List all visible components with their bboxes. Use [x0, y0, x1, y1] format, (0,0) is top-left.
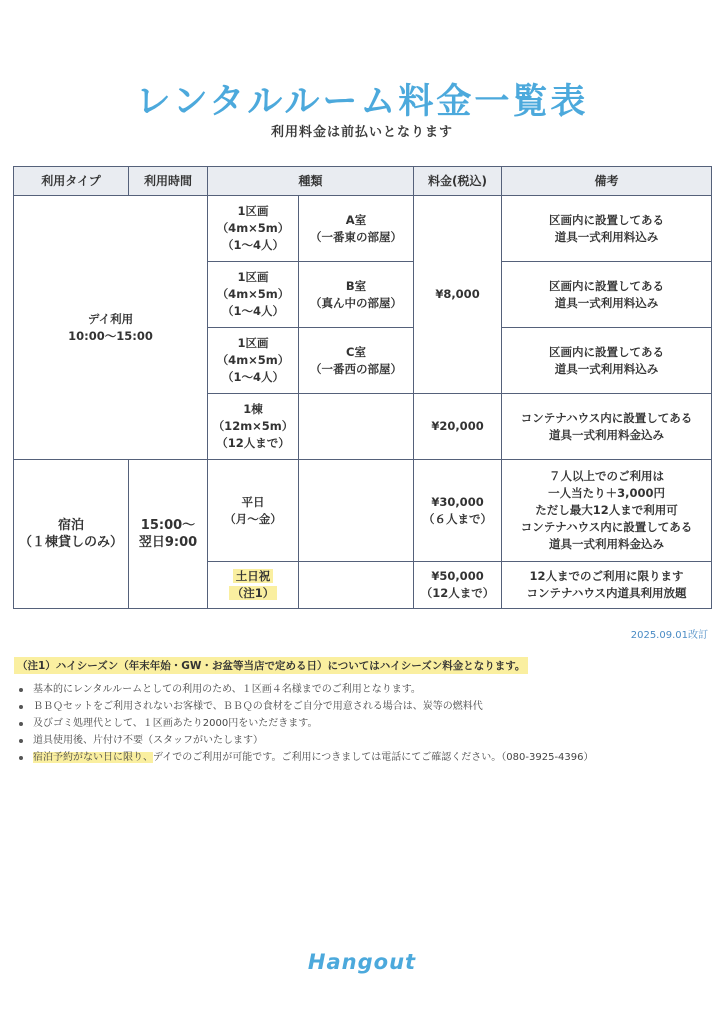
size-capacity: （1〜4人） [221, 304, 284, 318]
weekday-days: （月〜金） [224, 511, 282, 526]
note-line: ただし最大12人まで利用可 [535, 503, 678, 517]
stay-type-cell [14, 460, 129, 609]
holiday-cell [208, 562, 299, 609]
header-notes: 備考 [502, 167, 712, 196]
note-line: 一人当たり＋3,000円 [548, 486, 665, 500]
weekday-capacity: （６人まで） [423, 511, 493, 526]
size-label: 1区画 [237, 270, 269, 284]
note-cell [502, 262, 712, 328]
day-type-cell [14, 196, 208, 460]
day-type: デイ利用 [87, 311, 134, 326]
size-dims: （12m×5m） [212, 419, 294, 433]
stay-type-detail: （１棟貸しのみ） [18, 535, 123, 550]
room-name: A室 [345, 212, 367, 227]
note-line: 道具一式利用料込み [554, 295, 659, 310]
note-line: 道具一式利用料込み [554, 229, 659, 244]
stay-type: 宿泊 [57, 518, 84, 533]
weekday-cell [208, 460, 299, 562]
stay-hours-cell [129, 460, 208, 609]
size-dims: （4m×5m） [216, 221, 290, 235]
header-kind: 種類 [208, 167, 414, 196]
header-price: 料金(税込) [414, 167, 502, 196]
note-cell [502, 562, 712, 609]
notes-list [16, 681, 716, 766]
list-item: ＢＢＱセットをご利用されないお客様で、ＢＢＱの食材をご自分で用意される場合は、炭等の燃料代 [16, 698, 716, 715]
building-price-cell: ¥20,000 [414, 394, 502, 460]
stay-condition-highlight: 宿泊予約がない日に限り、 [33, 752, 153, 763]
size-cell [208, 394, 299, 460]
holiday-label: 土日祝 [233, 569, 274, 583]
table-row [14, 196, 712, 262]
page-subtitle: 利用料金は前払いとなります [270, 125, 453, 140]
note-line: 12人までのご利用に限ります [529, 569, 684, 583]
note-line: コンテナハウス内道具利用放題 [526, 586, 687, 600]
header-hours: 利用時間 [129, 167, 208, 196]
stay-condition-text: デイでのご利用が可能です。ご利用につきましては電話にてご確認ください。（080-3925-4396） [153, 752, 594, 763]
holiday-price-cell [414, 562, 502, 609]
hangout-logo: Hangout [307, 950, 417, 974]
holiday-capacity: （12人まで） [420, 586, 495, 600]
note-cell [502, 328, 712, 394]
note-cell [502, 196, 712, 262]
day-hours: 10:00〜15:00 [68, 328, 153, 343]
size-dims: （4m×5m） [216, 353, 290, 367]
size-capacity: （12人まで） [216, 436, 290, 450]
note-cell [502, 394, 712, 460]
stay-hours-end: 翌日9:00 [138, 535, 198, 550]
table-row [14, 460, 712, 562]
room-cell [299, 262, 414, 328]
note-line: 道具一式利用料金込み [549, 537, 665, 551]
holiday-price: ¥50,000 [431, 569, 484, 583]
weekday-price: ¥30,000 [431, 494, 484, 509]
note-line: コンテナハウス内に設置してある [520, 410, 693, 425]
size-cell [208, 262, 299, 328]
note-cell [502, 460, 712, 562]
room-location: （真ん中の部屋） [310, 295, 402, 310]
size-cell [208, 328, 299, 394]
note-line: 区画内に設置してある [549, 278, 665, 293]
weekday-price-cell [414, 460, 502, 562]
list-item [16, 749, 716, 766]
room-name: B室 [345, 278, 367, 293]
note-line: 道具一式利用料込み [554, 361, 659, 376]
room-cell-empty [299, 562, 414, 609]
list-item: 及びゴミ処理代として、１区画あたり2000円をいただきます。 [16, 715, 716, 732]
list-item: 基本的にレンタルルームとしての利用のため、１区画４名様までのご利用となります。 [16, 681, 716, 698]
note-line: 道具一式利用料金込み [549, 427, 665, 442]
stay-hours-start: 15:00〜 [140, 518, 196, 533]
size-capacity: （1〜4人） [221, 238, 284, 252]
high-season-note: （注1）ハイシーズン（年末年始・GW・お盆等当店で定める日）についてはハイシーズン料金となります。 [14, 657, 528, 674]
size-capacity: （1〜4人） [221, 370, 284, 384]
room-cell-empty [299, 460, 414, 562]
room-price-cell: ¥8,000 [414, 196, 502, 394]
room-cell [299, 196, 414, 262]
revision-date: 2025.09.01改訂 [630, 630, 708, 641]
room-cell [299, 328, 414, 394]
weekday-label: 平日 [241, 494, 265, 509]
room-cell-empty [299, 394, 414, 460]
size-cell [208, 196, 299, 262]
room-location: （一番東の部屋） [310, 229, 402, 244]
size-label: 1区画 [237, 204, 269, 218]
note-line: 区画内に設置してある [549, 212, 665, 227]
note-line: 区画内に設置してある [549, 344, 665, 359]
price-table [13, 166, 712, 609]
list-item: 道具使用後、片付け不要（スタッフがいたします） [16, 732, 716, 749]
size-dims: （4m×5m） [216, 287, 290, 301]
page-title: レンタルルーム料金一覧表 [135, 82, 589, 122]
holiday-note-ref: （注1） [229, 586, 278, 600]
header-type: 利用タイプ [14, 167, 129, 196]
room-location: （一番西の部屋） [310, 361, 402, 376]
room-name: C室 [346, 344, 366, 359]
table-header-row [14, 167, 712, 196]
note-line: ７人以上でのご利用は [549, 469, 665, 483]
size-label: 1棟 [243, 402, 263, 416]
note-line: コンテナハウス内に設置してある [520, 520, 693, 534]
size-label: 1区画 [237, 336, 269, 350]
